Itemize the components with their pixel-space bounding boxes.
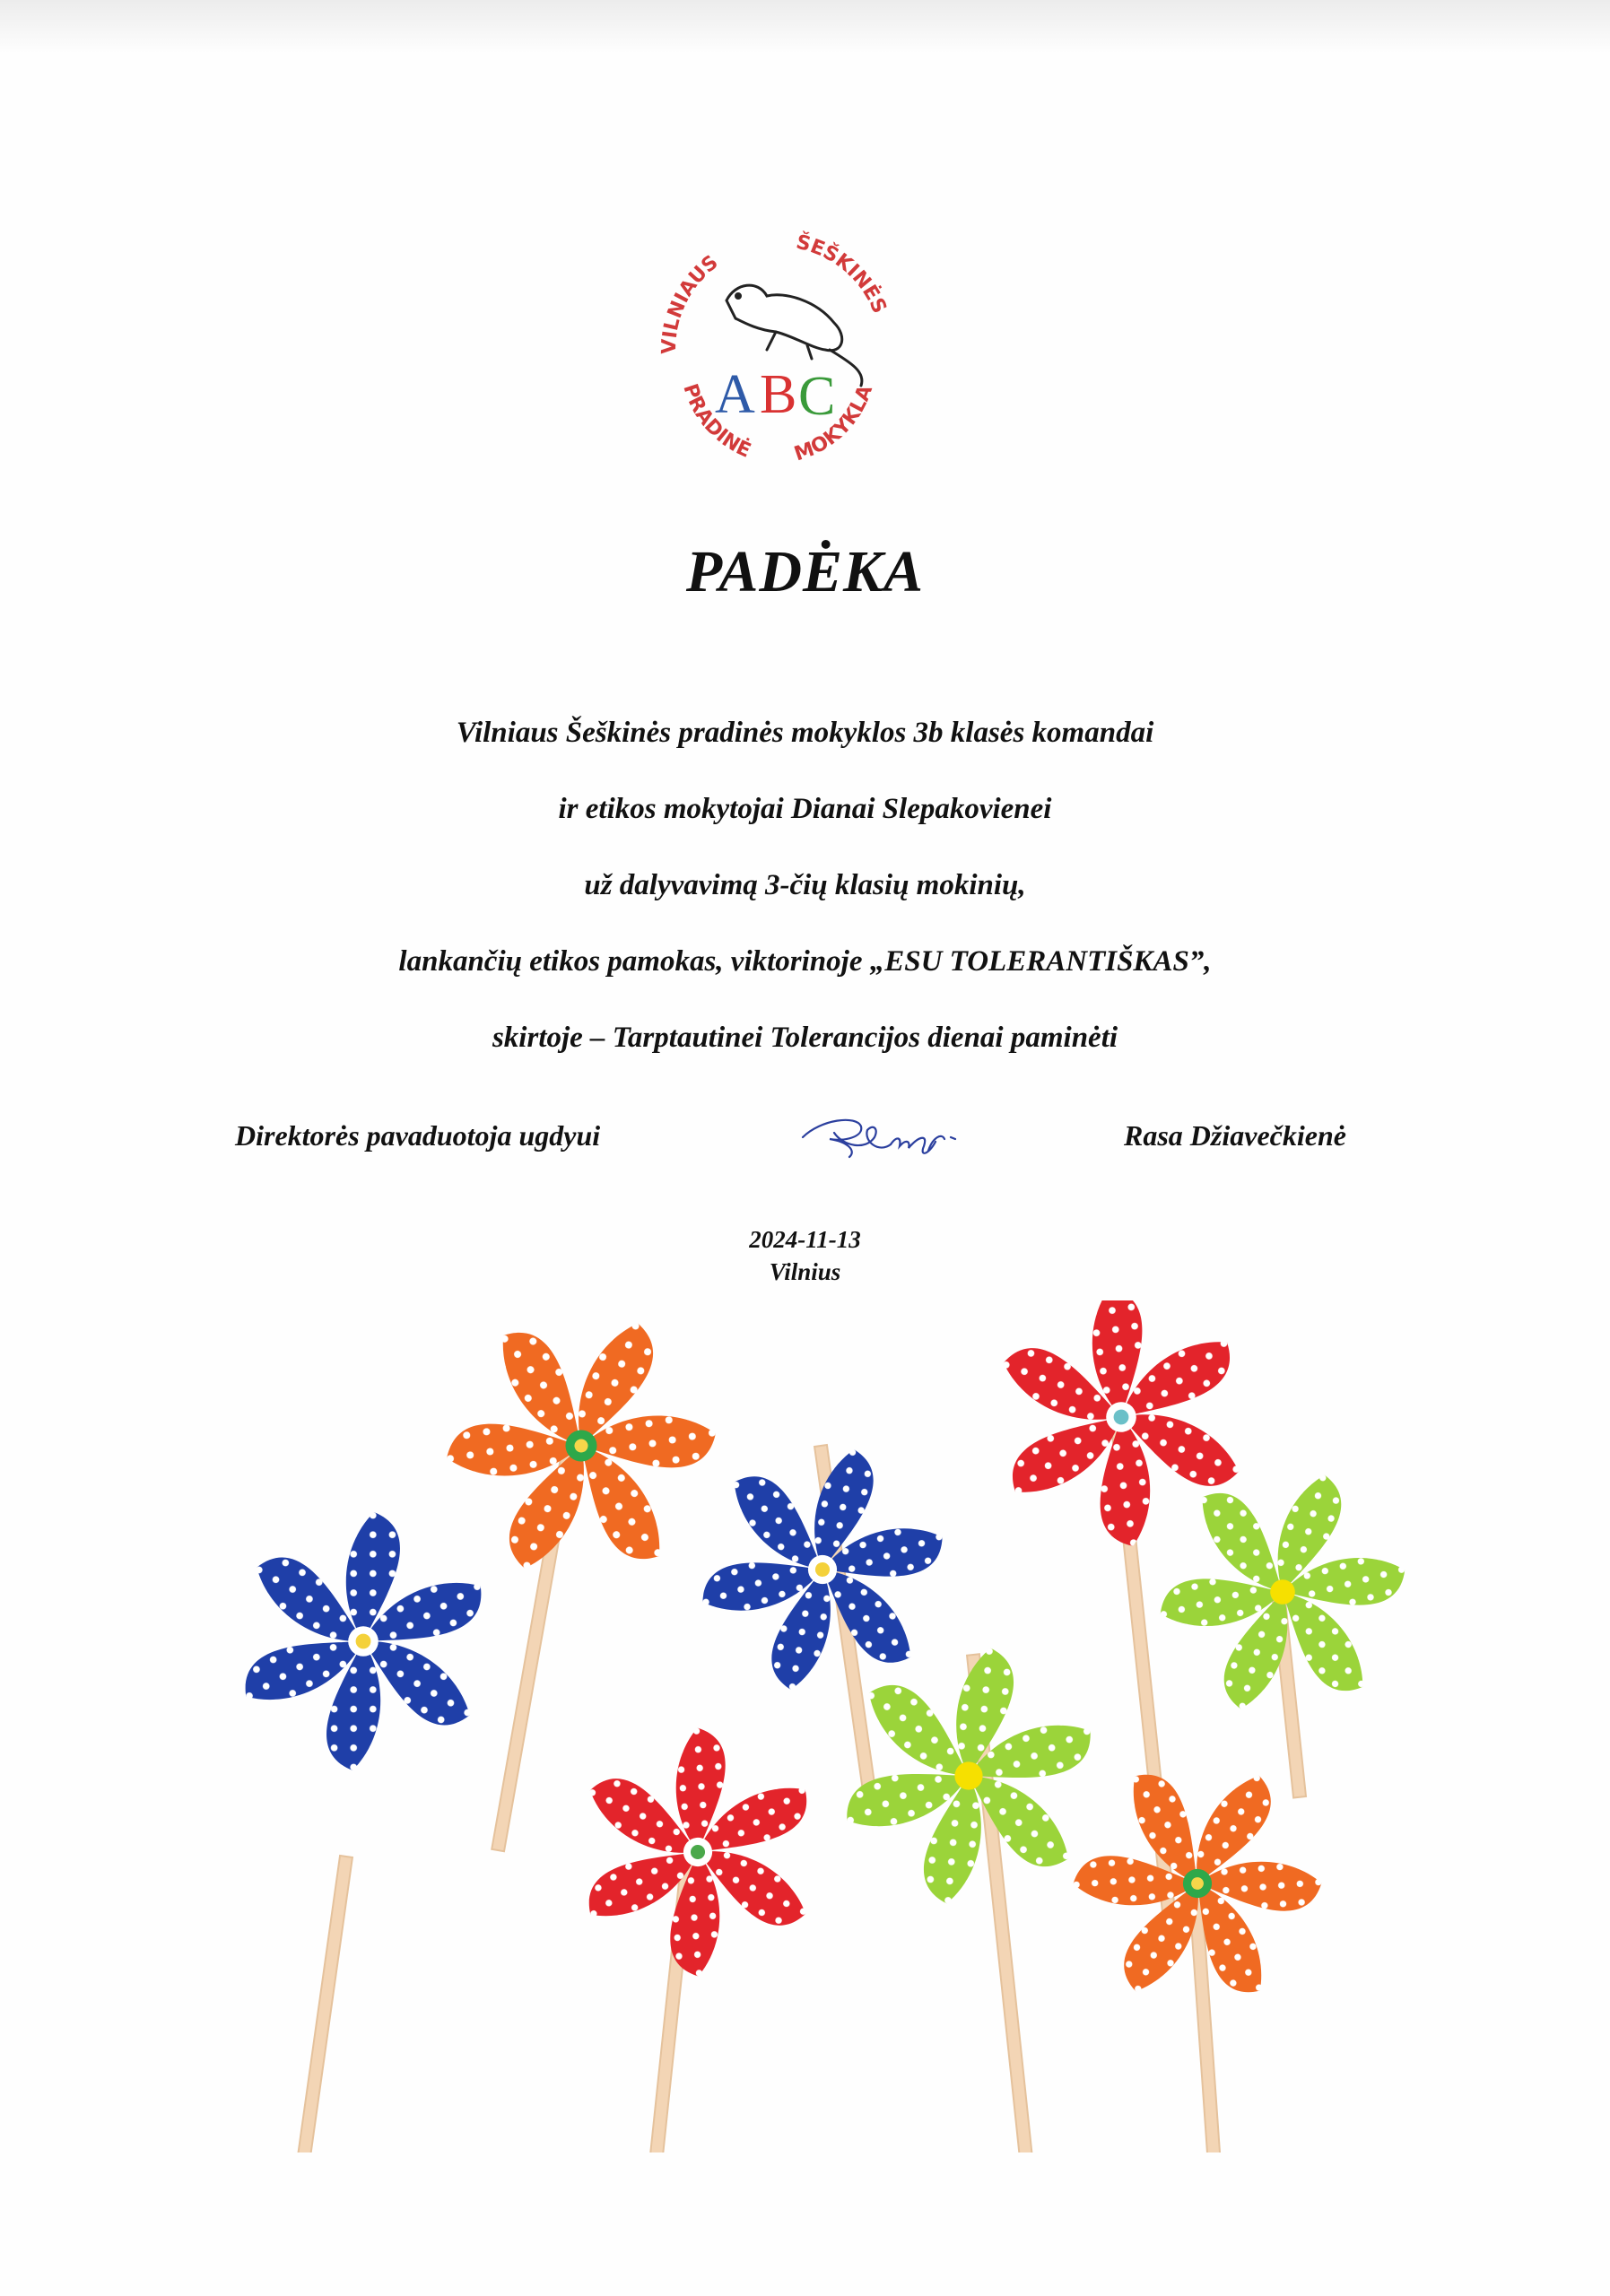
scan-shadow — [0, 0, 1610, 54]
pinwheel-decoration — [0, 1300, 1610, 2152]
pinwheel — [408, 1300, 755, 1619]
dedication-line: skirtoje – Tarptautinei Tolerancijos dienai paminėti — [492, 1022, 1118, 1054]
document-date: 2024-11-13 — [749, 1226, 861, 1253]
handwritten-signature — [794, 1101, 991, 1173]
signer-role: Direktorės pavaduotoja ugdyui — [235, 1119, 601, 1152]
signature-row — [0, 1119, 1610, 1173]
dedication-text — [0, 695, 1610, 1076]
logo-letter-b: B — [760, 364, 797, 425]
pinwheel — [233, 1512, 493, 1770]
date-place — [0, 1223, 1610, 1288]
logo-letter-a: A — [715, 364, 755, 425]
logo-arc-text: MOKYKLA — [791, 382, 878, 466]
school-logo — [641, 215, 910, 484]
dedication-line: už dalyvavimą 3-čių klasių mokinių, — [584, 869, 1026, 901]
dedication-line: ir etikos mokytojai Dianai Slepakovienei — [558, 793, 1052, 825]
signer-name: Rasa Džiavečkienė — [1124, 1119, 1346, 1152]
document-title: PADĖKA — [685, 539, 925, 604]
logo-arc-text: PRADINĖ — [678, 380, 754, 463]
dedication-line: Vilniaus Šeškinės pradinės mokyklos 3b klasės komandai — [456, 717, 1154, 749]
logo-arc-text: ŠEŠKINĖS — [794, 230, 891, 317]
logo-letter-c: C — [798, 366, 836, 427]
document-place: Vilnius — [769, 1258, 841, 1285]
logo-arc-text: VILNIAUS — [657, 251, 723, 355]
pinwheel — [562, 1718, 832, 1986]
dedication-line: lankančių etikos pamokas, viktorinoje „ESU TOLERANTIŠKAS”, — [398, 945, 1212, 978]
